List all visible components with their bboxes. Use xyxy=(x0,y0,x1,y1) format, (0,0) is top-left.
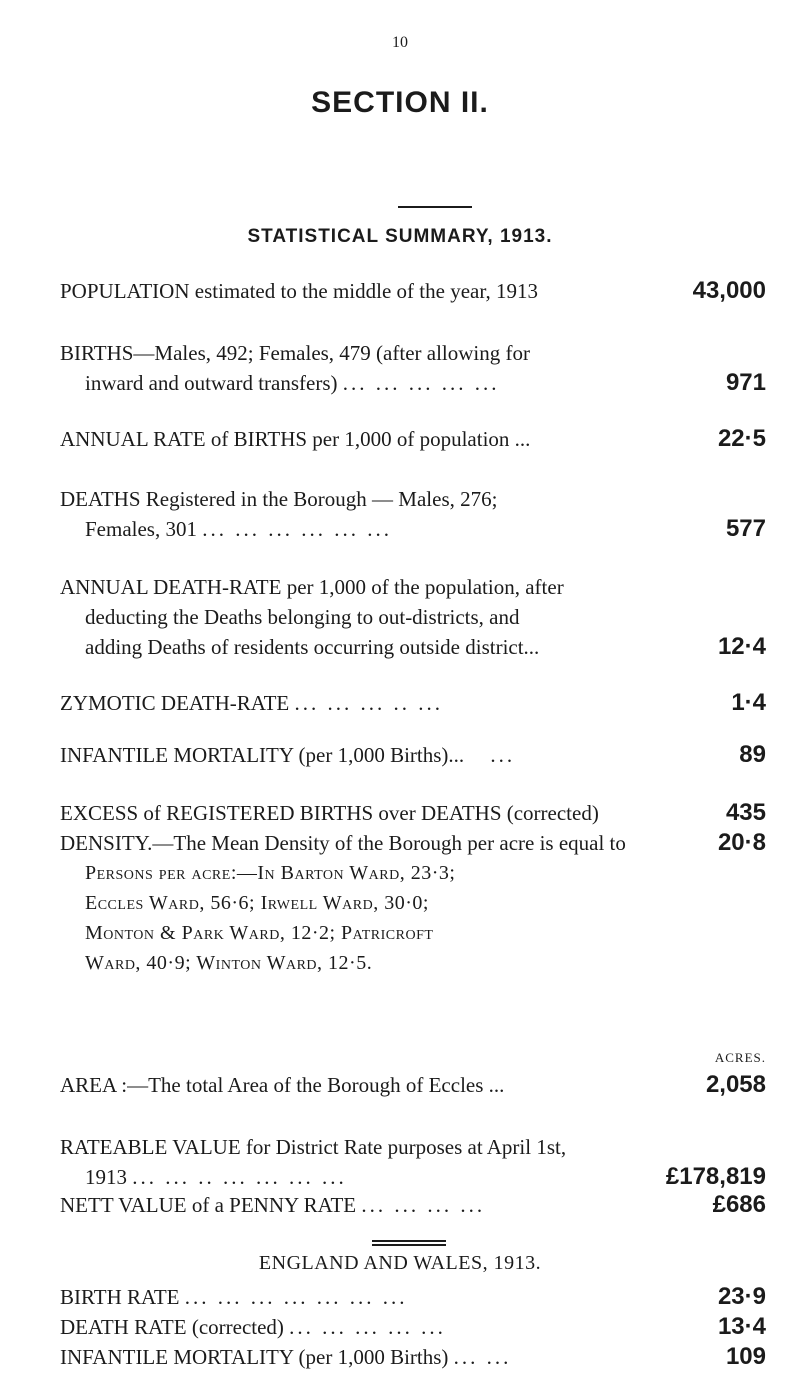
england-birth-rate-value: 23·9 xyxy=(717,1283,766,1310)
england-birth-rate-row xyxy=(60,1282,766,1312)
deaths-label-cont: Females, 301 xyxy=(85,517,197,541)
density-ward-line: Eccles Ward, 56·6; Irwell Ward, 30·0; xyxy=(85,892,429,914)
death-rate-label: ANNUAL DEATH-RATE per 1,000 of the population, after xyxy=(60,575,564,599)
divider xyxy=(372,1240,446,1242)
england-death-rate-value: 13·4 xyxy=(717,1313,766,1340)
zymotic-label: ZYMOTIC DEATH-RATE xyxy=(60,691,290,715)
rateable-row xyxy=(60,1132,766,1192)
death-rate-value: 12·4 xyxy=(717,633,766,660)
infantile-row xyxy=(60,740,766,770)
england-wales-title: ENGLAND AND WALES, 1913. xyxy=(258,1252,542,1274)
density-ward-line: Ward, 40·9; Winton Ward, 12·5. xyxy=(85,952,373,974)
area-row xyxy=(60,1070,766,1100)
density-value: 20·8 xyxy=(717,829,766,856)
zymotic-value: 1·4 xyxy=(731,689,766,716)
nett-row xyxy=(60,1190,766,1220)
births-value: 971 xyxy=(725,369,766,396)
deaths-value: 577 xyxy=(725,515,766,542)
leader-dots: ... ... ... .. ... xyxy=(294,691,443,715)
density-label: DENSITY.—The Mean Density of the Borough per acre is equal to xyxy=(60,831,626,855)
deaths-row xyxy=(60,484,766,544)
rateable-value: £178,819 xyxy=(665,1163,766,1190)
infantile-label: INFANTILE MORTALITY (per 1,000 Births)... xyxy=(60,743,465,767)
density-ward-line: Persons per acre:—In Barton Ward, 23·3; xyxy=(85,862,456,884)
divider xyxy=(372,1244,446,1246)
england-death-rate-row xyxy=(60,1312,766,1342)
deaths-label: DEATHS Registered in the Borough — Males, 276; xyxy=(60,487,498,511)
leader-dots: ... ... ... ... ... ... xyxy=(202,517,392,541)
page-number: 10 xyxy=(392,34,408,51)
leader-dots: ... ... ... ... ... xyxy=(342,371,500,395)
excess-row xyxy=(60,798,766,828)
nett-value: £686 xyxy=(712,1191,766,1218)
section-title: SECTION II. xyxy=(311,86,489,119)
england-infantile-label: INFANTILE MORTALITY (per 1,000 Births) xyxy=(60,1345,449,1369)
area-label: AREA :—The total Area of the Borough of Eccles ... xyxy=(60,1073,505,1097)
zymotic-row xyxy=(60,688,766,718)
leader-dots: ... ... ... ... ... xyxy=(289,1315,446,1339)
births-label-cont: inward and outward transfers) xyxy=(85,371,338,395)
rateable-year: 1913 xyxy=(85,1165,127,1189)
england-birth-rate-label: BIRTH RATE xyxy=(60,1285,180,1309)
birth-rate-label: ANNUAL RATE of BIRTHS per 1,000 of population ... xyxy=(60,427,531,451)
leader-dots: ... ... .. ... ... ... ... xyxy=(132,1165,347,1189)
excess-label: EXCESS of REGISTERED BIRTHS over DEATHS (corrected) xyxy=(60,801,599,825)
leader-dots: ... ... xyxy=(453,1345,512,1369)
rateable-label: RATEABLE VALUE for District Rate purposes at April 1st, xyxy=(60,1135,567,1159)
area-value: 2,058 xyxy=(705,1071,766,1098)
births-label: BIRTHS—Males, 492; Females, 479 (after allowing for xyxy=(60,341,530,365)
excess-value: 435 xyxy=(725,799,766,826)
leader-dots: ... ... ... ... ... ... ... xyxy=(184,1285,408,1309)
population-row xyxy=(60,276,766,306)
density-row xyxy=(60,828,766,858)
birth-rate-value: 22·5 xyxy=(717,425,766,452)
leader-dots: ... ... ... ... xyxy=(361,1193,486,1217)
england-infantile-value: 109 xyxy=(725,1343,766,1370)
infantile-value: 89 xyxy=(739,741,766,768)
england-infantile-row xyxy=(60,1342,766,1372)
birth-rate-row xyxy=(60,424,766,454)
acres-heading: ACRES. xyxy=(714,1050,766,1065)
leader-dots: ... xyxy=(490,743,516,767)
death-rate-label-cont2: adding Deaths of residents occurring outside district... xyxy=(85,635,540,659)
density-wards xyxy=(60,858,455,978)
death-rate-label-cont1: deducting the Deaths belonging to out-districts, and xyxy=(85,605,520,629)
summary-title: STATISTICAL SUMMARY, 1913. xyxy=(247,226,553,247)
density-ward-line: Monton & Park Ward, 12·2; Patricroft xyxy=(85,922,434,944)
england-death-rate-label: DEATH RATE (corrected) xyxy=(60,1315,284,1339)
births-row xyxy=(60,338,766,398)
population-value: 43,000 xyxy=(692,277,766,304)
divider xyxy=(398,206,472,208)
population-label: POPULATION estimated to the middle of the year, 1913 xyxy=(60,279,538,303)
death-rate-row xyxy=(60,572,766,662)
nett-label: NETT VALUE of a PENNY RATE xyxy=(60,1193,357,1217)
